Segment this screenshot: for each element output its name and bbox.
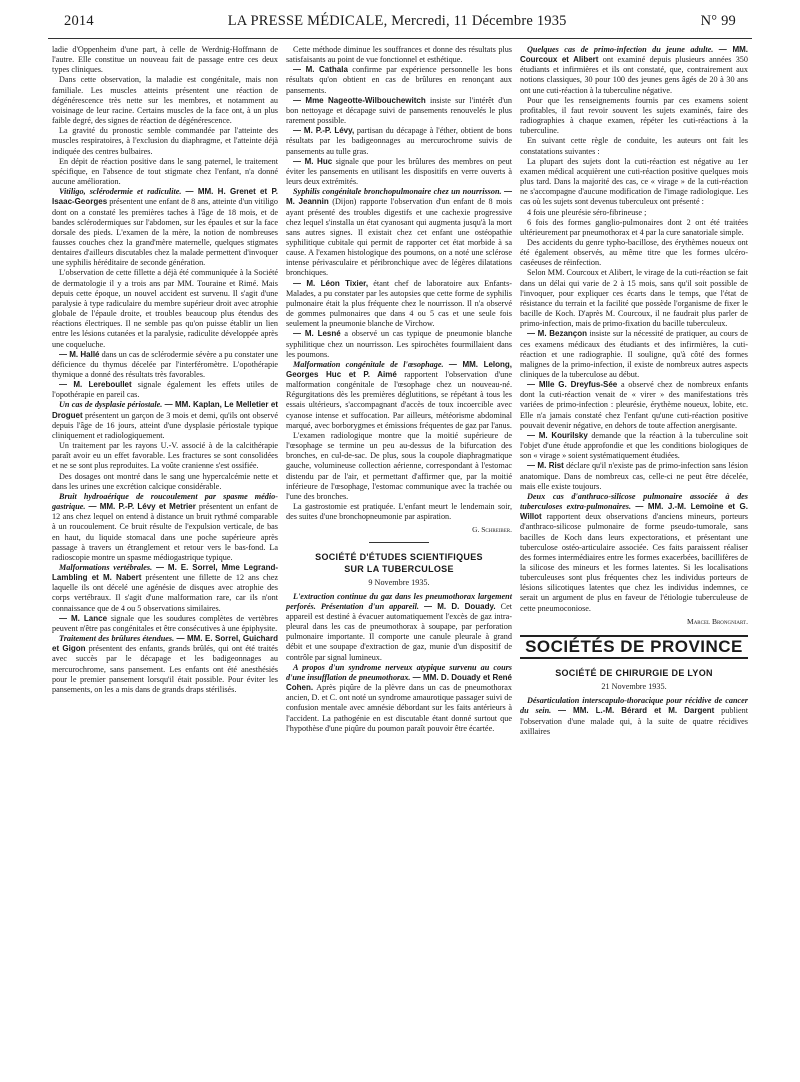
paragraph: La gravité du pronostic semble commandée par l'atteinte des muscles respiratoires, à l'exclusion du diaphragme, et l'atteinte déjà indiquée des centres bulbaires. — [52, 126, 278, 156]
comment: — M. Huc signale que pour les brûlures des membres on peut éviter les pansements en utilisant les dispositifs en verre ouverts à leurs deux extrémités. — [286, 156, 512, 187]
paragraph: Pour que les renseignements fournis par ces examens soient profitables, il faut revoir souvent les sujets examinés, faire des radiographies à chaque examen, répéter les cuti-réactions à la tuberculine. — [520, 95, 748, 136]
communication: Syphilis congénitale bronchopulmonaire chez un nourrisson. — M. Jeannin (Dijon) rapporte l'observation d'un enfant de 8 mois ayant présenté des troubles digestifs et une cachexie progressive chez lequel s'installa un état cyanosant qui augmenta jusqu'à la mort sans autres signes. Il existait chez cet enfant une ostéopathie syphilitique cubitale qui permit de rapporter cet état morbide à sa cause. A l'examen histologique des poumons, on a noté une sclérose intense périvasculaire et péribronchique avec de légères dilatations bronchiques. — [286, 187, 513, 278]
paragraph: En dépit de réaction positive dans le sang paternel, le traitement spécifique, en l'absence de tout stigmate chez l'enfant, n'a donné aucune amélioration. — [52, 156, 278, 187]
comment: — M. Léon Tixier, étant chef de laboratoire aux Enfants-Malades, a pu constater par les autopsies que cette forme de syphilis pulmonaire était la plus fréquente chez le nourrisson. Il n'a observé de gommes pulmonaires que dans 4 ou 5 cas et une seule fois seulement la pneumonie blanche de Virchow. — [286, 278, 512, 329]
communication: Un cas de dysplasie périostale. — MM. Kaplan, Le Melletier et Droguet présentent un garçon de 3 mois et demi, qu'ils ont observé depuis l'âge de 16 jours, atteint d'une dysplasie périostale typique cliniquement et radiologiquement. — [52, 400, 279, 440]
list-item: 4 fois une pleurésie séro-fibrineuse ; — [527, 207, 647, 217]
comment: — M. Hallé dans un cas de sclérodermie sévère a pu constater une déficience du thymus décelée par l'interféromètre. L'opothérapie thymique a donné des résultats très favorables. — [52, 349, 279, 379]
comment: — Mlle G. Dreyfus-Sée a observé chez de nombreux enfants dont la cuti-réaction venait de « virer » des manifestations très variées de primo-infection : pleurésie, érythème noueux, lobite, etc. Elle n'a jamais constaté chez l'enfant qu'une cuti-réaction positive pouvait devenir négative, en dehors de toute affection anergisante. — [520, 380, 748, 430]
comment: — M. P.-P. Lévy, partisan du décapage à l'éther, obtient de bons résultats par les badigeonnages au mercurochrome suivis de pansements au tulle gras. — [286, 126, 512, 156]
communication: Désarticulation interscapulo-thoracique pour récidive de cancer du sein. — MM. L.-M. Bérard et M. Dargent publient l'observation d'une malade qui, à la suite de quatre récidives axillaires — [520, 696, 749, 736]
paragraph: Cette méthode diminue les souffrances et donne des résultats plus satisfaisants au point de vue fonctionnel et esthétique. — [286, 45, 512, 65]
session-date: 21 Novembre 1935. — [601, 682, 667, 692]
signature: G. Schreiber. — [472, 525, 512, 535]
communication: Quelques cas de primo-infection du jeune adulte. — MM. Courcoux et Alibert ont examiné depuis plusieurs années 350 étudiants et infirmières et ils ont constaté, que, contrairement aux notions classiques, 30 pour 100 des jeunes gens âgés de 20 à 30 ans ont une cuti-réaction à la tuberculine négative. — [520, 45, 748, 95]
session-date: 9 Novembre 1935. — [368, 577, 430, 587]
communication: Vitiligo, sclérodermie et radiculite. — MM. H. Grenet et P. Isaac-Georges présentent une enfant de 8 ans, atteinte d'un vitiligo dont on a constaté les premières taches à l'âge de 18 mois, et de bandes sclérodermiques sur l'abdomen, sur les épaules et sur la face dorsale des pieds. L'examen de la mère, la notion de nombreuses fausses couches chez la grand'mère maternelle, quelques stigmates dentaires d'ailleurs discutables chez la malade permettent d'invoquer une syphilis héréditaire de seconde génération. — [52, 187, 278, 268]
page-header — [64, 13, 736, 35]
comment: — M. Kourilsky demande que la réaction à la tuberculine soit l'objet d'une étude approfondie et que les conditions biologiques de son « virage » soient systématiquement étudiées. — [520, 430, 748, 461]
society-heading: SOCIÉTÉ DE CHIRURGIE DE LYON — [555, 668, 713, 679]
paragraph: La plupart des sujets dont la cuti-réaction est négative au 1er examen médical acquièrent une cuti-réaction positive quelques mois plus tard. Dans la majorité des cas, ce « virage » de la cuti-réaction ne s'accompagne d'aucune modification de l'image radiologique. Les cas où les sujets sont devenus tuberculeux ont présenté : — [520, 156, 748, 207]
journal-title: LA PRESSE MÉDICALE, Mercredi, 11 Décembre 1935 — [227, 13, 567, 29]
communication: A propos d'un syndrome nerveux atypique survenu au cours d'une insufflation de pneumothorax. — MM. D. Douady et René Cohen. Après piqûre de la plèvre dans un cas de pneumothorax ancien, D. et C. ont noté un syndrome amaurotique passager suivi de confusion mentale avec amnésie débordant sur les faits antérieurs à l'accident. La pathogénie en est discutable étant donné surtout que l'hypothèse d'une piqûre du poumon paraît pouvoir être écartée. — [286, 662, 513, 733]
column-1 — [52, 45, 278, 695]
paragraph: ladie d'Oppenheim d'une part, à celle de Werdnig-Hoffmann de l'autre. Elle constitue un nouveau fait de passage entre ces deux types cliniques. — [52, 45, 278, 75]
page-number: 2014 — [64, 13, 94, 29]
communication: Deux cas d'anthraco-silicose pulmonaire associée à des tuberculoses extra-pulmonaires. — MM. J.-M. Lemoine et G. Willot rapportent deux observations d'anciens mineurs, porteurs d'anthraco-silicose pulmonaire de forme pseudo-tumorale, sans bacilles de Koch dans leurs expectorations, et présentant une tuberculose ostéo-articulaire associée. Ces faits paraissent réaliser des formes intermédiaires entre les formes exacerbées, bacillifères de la silicose des mineurs et les formes latentes. Si les localisations tuberculeuses sont plus fréquentes chez les individus porteurs de lésions silicotiques latentes que chez les individus indemnes, ce serait un argument de plus en faveur de l'étiologie tuberculeuse de cette pneumoconiose. — [520, 491, 749, 613]
paragraph: Selon MM. Courcoux et Alibert, le virage de la cuti-réaction se fait dans un délai qui varie de 2 à 15 mois, sans qu'il soit possible de l'invoquer, pour expliquer ces écarts dans le temps, que l'état de résistance du terrain et la facilité que possède l'organisme de fixer le bacille de Koch. D'après M. Courcoux, il ne faudrait plus parler de primo-infection, mais de primo-fixation du bacille tuberculeux. — [520, 268, 748, 329]
list-item: 6 fois des formes ganglio-pulmonaires dont 2 ont été traitées ultérieurement par pneumothorax et 4 par la cure sanatoriale simple. — [520, 217, 748, 237]
paragraph: Des dosages ont montré dans le sang une hypercalcémie nette et dans les urines une excrétion calcique considérable. — [52, 471, 278, 491]
authors: — MM. H. Grenet et P. Isaac-Georges — [52, 187, 278, 207]
communication: Bruit hydroaérique de roucoulement par spasme médio-gastrique. — MM. P.-P. Lévy et Metrier présentent un enfant de 12 ans chez lequel on entend à distance un bruit rythmé comparable à un roucoulement. Ce bruit résulte de l'expulsion verticale, de bas en haut, du liquide stomacal dans une poche supérieure après passage à travers un étranglement et retour vers le bas-fond. La radioscopie montre un spasme médiogastrique typique. — [52, 491, 278, 562]
communication: Traitement des brûlures étendues. — MM. E. Sorrel, Guichard et Gigon présentent des enfants, grands brûlés, qui ont été traités avec succès par le décapage et les badigeonnages au mercurochrome, sans pansement. Les enfants ont été anesthésiés pour le premier pansement lorsqu'il était possible. Pour éviter les pansements, on les a mis dans de grands draps stérilisés. — [52, 634, 279, 694]
comment: — M. Cathala confirme par expérience personnelle les bons résultats qu'on obtient en cas de brûlures en renonçant aux pansements. — [286, 65, 513, 95]
column-3 — [520, 45, 748, 737]
column-2 — [286, 45, 512, 734]
paragraph: Dans cette observation, la maladie est congénitale, mais non familiale. Les muscles atteints présentent une réaction de dégénérescence très nette sur les membres, et notamment au voisinage de leur racine. Certains muscles de la face ont, à un plus faible degré, des signes de réaction de dégénérescence. — [52, 75, 278, 126]
communication: Malformation congénitale de l'œsophage. — MM. Lelong, Georges Huc et P. Aimé rapportent l'observation d'une malformation congénitale de l'œsophage chez un nouveau-né. Régurgitations dès les premières déglutitions, se répétant à tous les essais ultérieurs, s'accompagnant d'accès de toux incoercible avec cyanose intense et suffocation. Par ailleurs, météorisme abdominal marqué, avec borborygmes et émissions fréquentes de gaz par l'anus. — [286, 359, 513, 430]
society-heading: SOCIÉTÉ D'ÉTUDES SCIENTIFIQUES SUR LA TUBERCULOSE — [315, 551, 483, 574]
paragraph: Des accidents du genre typho-bacillose, des érythèmes noueux ont été également observés, au même titre que les formes ulcéro-caséeuses de réinfection. — [520, 237, 748, 268]
paragraph: L'observation de cette fillette a déjà été communiquée à la Société de dermatologie il y a trois ans par MM. Touraine et Rimé. Mais depuis cette époque, un nouvel accident est survenu. Il s'agit d'une paralysie à type radiculaire du membre supérieur droit avec atrophie globale de l'épaule droite, et troubles beaucoup plus étendus des réactions électriques. Il ne semble pas qu'on puisse établir un lien entre les lésions cutanées et la paralysie, radiculite développée après une coqueluche. — [52, 268, 278, 349]
comment: — M. Rist déclare qu'il n'existe pas de primo-infection sans lésion anatomique. Dans de nombreux cas, celle-ci ne peut être décelée, mais elle existe toujours. — [520, 461, 748, 491]
communication-title: Vitiligo, sclérodermie et radiculite. — [59, 187, 182, 197]
communication: Malformations vertébrales. — M. E. Sorrel, Mme Legrand-Lambling et M. Nabert présentent une fillette de 12 ans chez laquelle ils ont décelé une agénésie de disques avec atrophie des corps vertébraux. Il s'agit d'une malformation rare, car ils n'ont connaissance que de 4 ou 5 observations similaires. — [52, 562, 279, 613]
paragraph: Un traitement par les rayons U.-V. associé à de la calcithérapie paraît avoir eu un effet favorable. Les fractures se sont consolidées et ne se sont plus reproduites. La voûte cranienne s'est ossifiée. — [52, 441, 278, 471]
divider — [369, 542, 429, 543]
header-rule — [48, 38, 752, 39]
communication: L'extraction continue du gaz dans les pneumothorax largement perforés. Présentation d'un appareil. — M. D. Douady. Cet appareil est destiné à évacuer automatiquement l'excès de gaz intra-pleural dans les cas de pneumothorax à soupape, par perforation pulmonaire importante. Il comporte une canule pleurale à grand débit et une soupape d'extraction de gaz, munie d'un dispositif de contrôle par signal lumineux. — [286, 591, 512, 662]
comment: — Mme Nageotte-Wilbouchewitch insiste sur l'intérêt d'un bon nettoyage et décapage suivi de pansements renouvelés le plus rarement possible. — [286, 95, 512, 126]
paragraph: L'examen radiologique montre que la moitié supérieure de l'œsophage se termine un peu au-dessus de la bifurcation des bronches, en cul-de-sac. De plus, sous la coupole diaphragmatique gauche, volumineuse collection aérienne, correspondant à l'estomac distendu par de l'air, et permettant d'affirmer que, par la moitié inférieure de l'œsophage, l'estomac communique avec la trachée ou l'une des bronches. — [286, 430, 512, 501]
comment: — M. Lance signale que les soudures complètes de vertèbres peuvent n'être pas congénitales et être consécutives à une épiphysite. — [52, 613, 278, 633]
section-banner: SOCIÉTÉS DE PROVINCE — [520, 635, 748, 659]
paragraph: En suivant cette règle de conduite, les auteurs ont fait les constatations suivantes : — [520, 136, 748, 156]
issue-number: N° 99 — [700, 13, 736, 29]
comment: — M. Lereboullet signale également les effets utiles de l'opothérapie en pareil cas. — [52, 380, 278, 400]
signature: Marcel Brongniart. — [687, 616, 748, 626]
comment: — M. Bezançon insiste sur la nécessité de pratiquer, au cours de ces examens médicaux des étudiants et des infirmières, la cuti-réaction et une radiographie. Il souligne, qu'à côté des formes malignes de la primo-infection, il existe de nombreux autres aspects cliniques de la tuberculose au début. — [520, 329, 748, 379]
paragraph: La gastrostomie est pratiquée. L'enfant meurt le lendemain soir, des suites d'une bronchopneumonie par aspiration. — [286, 502, 512, 522]
comment: — M. Lesné a observé un cas typique de pneumonie blanche syphilitique chez un nourrisson. Les spirochètes fourmillaient dans les poumons. — [286, 329, 512, 359]
